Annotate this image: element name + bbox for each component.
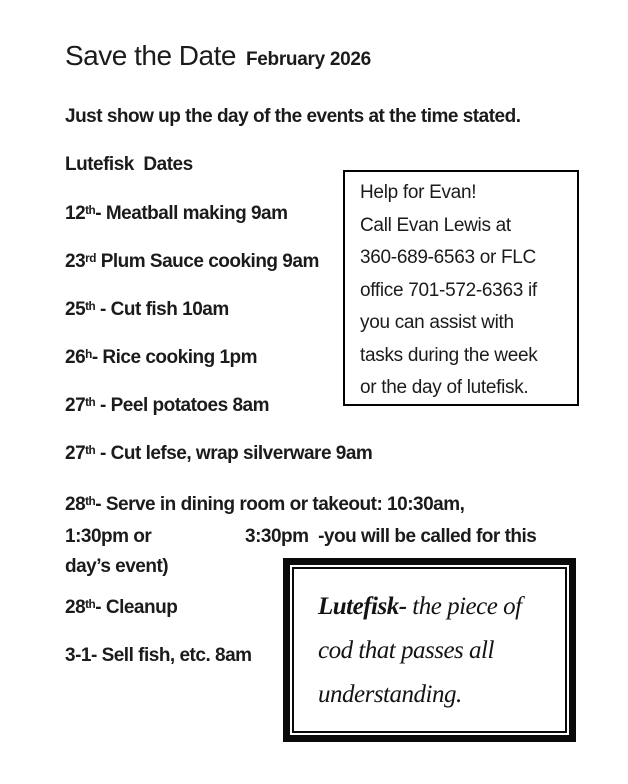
- event-day: 28: [65, 597, 86, 618]
- subtitle: Just show up the day of the events at the time stated.: [65, 106, 521, 127]
- event-item-cut-fish: [65, 296, 372, 344]
- event-day: 27: [65, 443, 86, 464]
- serve-line-2: [65, 522, 610, 552]
- event-text: - Cut lefse, wrap silverware 9am: [95, 443, 373, 464]
- quote-term: Lutefisk-: [318, 593, 407, 620]
- event-item-cut-lefse: [65, 440, 372, 488]
- event-text: - Cleanup: [95, 597, 178, 618]
- event-ordinal: th: [85, 494, 96, 508]
- event-day: 25: [65, 299, 86, 320]
- help-box: [343, 170, 579, 406]
- event-ordinal: th: [85, 203, 96, 217]
- event-item-meatball: [65, 200, 372, 248]
- event-item-peel-potatoes: [65, 392, 372, 440]
- event-text: - Peel potatoes 8am: [95, 395, 269, 416]
- event-ordinal: th: [85, 597, 96, 611]
- event-item-sell-fish: 3-1- Sell fish, etc. 8am: [65, 645, 252, 666]
- event-ordinal: rd: [85, 251, 96, 265]
- event-ordinal: h: [85, 347, 92, 361]
- help-box-line: 360-689-6563 or FLC: [360, 247, 536, 268]
- event-day: 28: [65, 494, 86, 515]
- quote-line-1-rest: the piece of: [406, 593, 522, 620]
- help-box-line: office 701-572-6363 if: [360, 279, 537, 301]
- event-day: 12: [65, 203, 86, 224]
- event-text: - Serve in dining room or takeout: 10:30am,: [95, 494, 465, 515]
- help-box-line: Call Evan Lewis at: [360, 214, 511, 236]
- event-text: Plum Sauce cooking 9am: [95, 251, 319, 272]
- quote-line-1: [318, 585, 565, 629]
- event-ordinal: th: [85, 395, 96, 409]
- help-box-line: tasks during the week: [360, 344, 538, 366]
- event-ordinal: th: [85, 299, 96, 313]
- event-item-plum-sauce: [65, 248, 372, 296]
- help-box-line: you can assist with: [360, 312, 514, 333]
- event-day: 27: [65, 395, 86, 416]
- title-row: [65, 40, 371, 72]
- serve-line-3: day’s event): [65, 556, 169, 577]
- quote-line-2: cod that passes all: [318, 637, 494, 664]
- event-item-cleanup: [65, 594, 177, 624]
- event-day: 26: [65, 347, 86, 368]
- event-text: - Meatball making 9am: [95, 203, 288, 224]
- quote-box-inner: [292, 567, 567, 733]
- help-box-line: Help for Evan!: [360, 182, 477, 203]
- event-ordinal: th: [85, 443, 96, 457]
- page-title: Save the Date: [65, 40, 236, 71]
- serve-line-2-left: 1:30pm or: [65, 526, 152, 547]
- events-list: [65, 200, 372, 488]
- event-text: - Rice cooking 1pm: [91, 347, 258, 368]
- serve-line-1: [65, 490, 610, 522]
- event-day: 23: [65, 251, 86, 272]
- title-date: February 2026: [245, 49, 371, 70]
- quote-box: [283, 558, 576, 742]
- serve-line-2-right: 3:30pm -you will be called for this: [245, 526, 537, 547]
- event-text: - Cut fish 10am: [95, 299, 229, 320]
- quote-line-3: understanding.: [318, 681, 462, 708]
- section-heading-lutefisk-dates: Lutefisk Dates: [65, 154, 193, 175]
- help-box-line: or the day of lutefisk.: [360, 377, 529, 398]
- event-item-rice-cooking: [65, 344, 372, 392]
